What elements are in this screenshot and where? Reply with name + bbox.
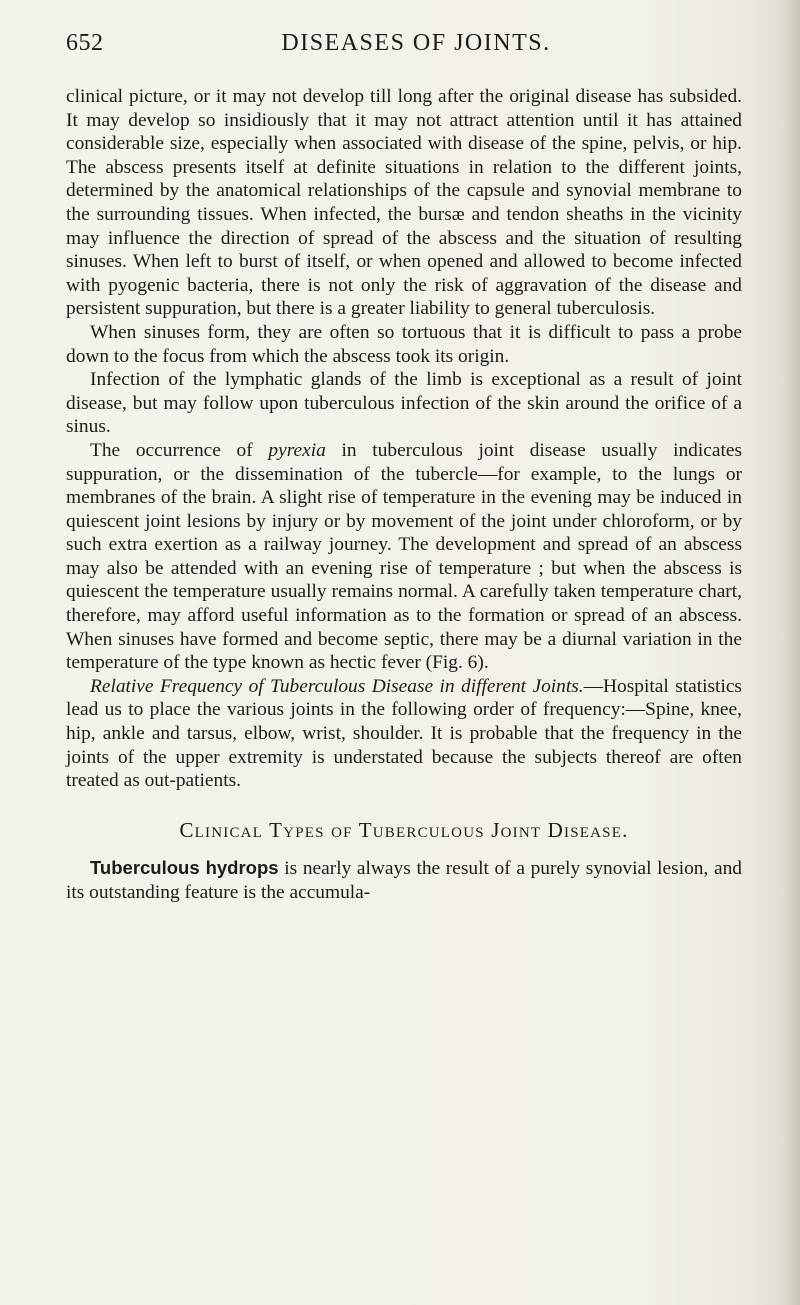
pyrexia-term: pyrexia: [268, 439, 326, 461]
running-title: DISEASES OF JOINTS.: [281, 30, 551, 56]
paragraph-tuberculous-hydrops: [66, 856, 742, 904]
page-edge-shadow: [786, 0, 800, 1305]
paragraph-pyrexia: [66, 439, 742, 675]
tuberculous-hydrops-term: Tuberculous hydrops: [90, 857, 279, 879]
paragraph-lymphatic-infection: Infection of the lymphatic glands of the limb is exceptional as a result of joint disease, but may follow upon tuberculous infection of the skin around the orifice of a sinus.: [66, 369, 742, 438]
paragraph-sinuses: When sinuses form, they are often so tortuous that it is difficult to pass a probe down to the focus from which the abscess took its origin.: [66, 321, 742, 367]
body-text: [66, 85, 742, 905]
paragraph-abscess: clinical picture, or it may not develop till long after the original disease has subsided. It may develop so insidiously that it may not attract attention until it has attained considerable size, especially when associated with disease of the spine, pelvis, or hip. The abscess presents itself at definite situations in relation to the different joints, determined by the anatomical relationships of the capsule and synovial membrane to the surrounding tissues. When infected, the bursæ and tendon sheaths in the vicinity may influence the direction of spread of the abscess and the situation of resulting sinuses. When left to burst of itself, or when opened and allowed to become infected with pyogenic bacteria, there is not only the risk of aggravation of the disease and persistent suppuration, but there is a greater liability to general tuberculosis.: [66, 86, 742, 320]
page-number: 652: [66, 30, 104, 56]
relative-frequency-heading: Relative Frequency of Tuberculous Disease in different Joints.: [90, 675, 584, 697]
tuberculous-hydrops-body-text: is nearly always the result of a purely synovial lesion, and its outstanding feature is the accumula-: [66, 858, 742, 903]
pyrexia-lead-text: The occurrence of: [90, 439, 269, 461]
page-header: [66, 22, 742, 62]
paragraph-relative-frequency: [66, 675, 742, 793]
relative-frequency-body-text: —Hospital statistics lead us to place the various joints in the following order of frequency:—Spine, knee, hip, ankle and tarsus, elbow, wrist, shoulder. It is probable that the frequency in the joints of the upper extremity is understated because the subjects thereof are often treated as out-patients.: [66, 675, 742, 792]
pyrexia-body-text: in tuberculous joint disease usually indicates suppuration, or the dissemination of the tubercle—for example, to the lungs or membranes of the brain. A slight rise of temperature in the evening may be induced in quiescent joint lesions by injury or by movement of the joint under chloroform, or by such extra exertion as a railway journey. The development and spread of an abscess may also be attended with an evening rise of temperature ; but when the abscess is quiescent the temperature usually remains normal. A carefully taken temperature chart, therefore, may afford useful information as to the formation or spread of an abscess. When sinuses have formed and become septic, there may be a diurnal variation in the temperature of the type known as hectic fever (Fig. 6).: [66, 439, 742, 674]
section-heading: Clinical Types of Tuberculous Joint Disease.: [179, 817, 629, 842]
